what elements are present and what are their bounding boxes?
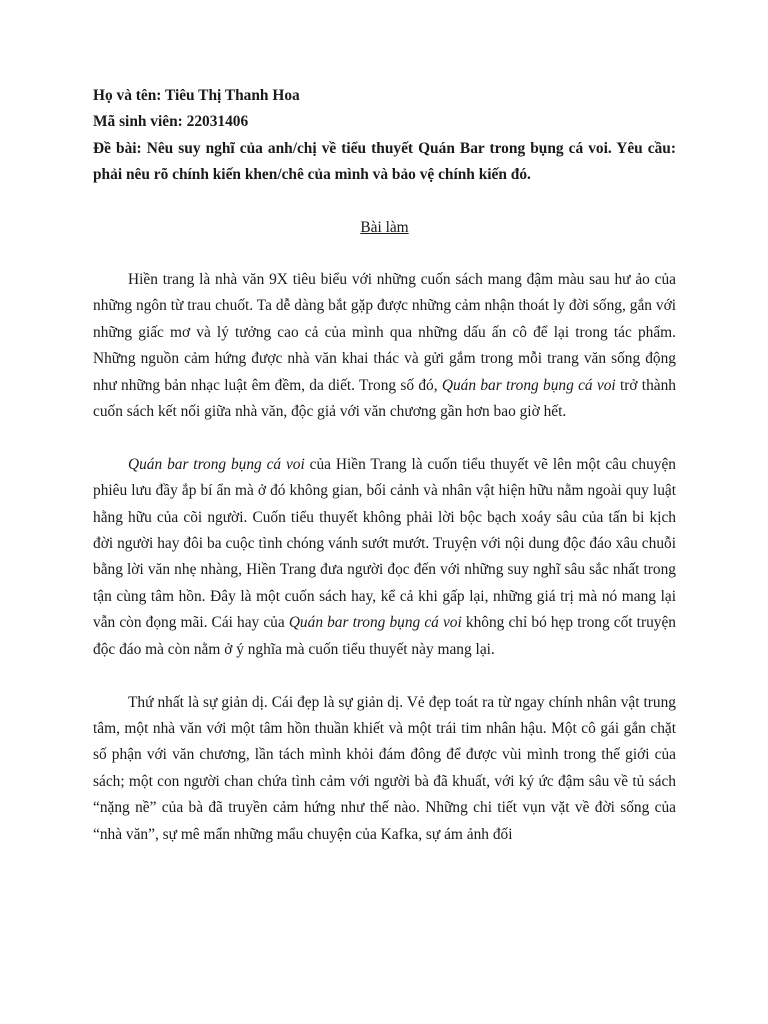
essay-heading: Bài làm	[360, 218, 409, 236]
paragraph-2-text-b: không chỉ bó hẹp trong cốt truyện độc đáo mà còn nằm ở ý nghĩa mà cuốn tiểu thuyết này mang lại.	[93, 614, 676, 658]
student-id: Mã sinh viên: 22031406	[93, 113, 249, 131]
paragraph-1-text-a: Hiền trang là nhà văn 9X tiêu biểu với những cuốn sách mang đậm màu sau hư ảo của những ngôn từ trau chuốt. Ta dễ dàng bắt gặp được những cảm nhận thoát ly đời sống, gắn với những giấc mơ và lý tưởng cao cả của mình qua những dấu ấn cô để lại trong tác phẩm. Những nguồn cảm hứng được nhà văn khai thác và gửi gắm trong mỗi trang văn sống động như những bản nhạc luật êm đềm, da diết. Trong số đó,	[93, 271, 676, 394]
book-title: Quán bar trong bụng cá voi	[128, 455, 305, 473]
paragraph-2	[93, 452, 676, 663]
document-body	[93, 83, 676, 874]
essay-topic: Đề bài: Nêu suy nghĩ của anh/chị về tiểu thuyết Quán Bar trong bụng cá voi. Yêu cầu: phải nêu rõ chính kiến khen/chê của mình và bảo vệ chính kiến đó.	[93, 139, 676, 184]
book-title: Quán bar trong bụng cá voi	[441, 376, 616, 394]
paragraph-2-text-a: của Hiền Trang là cuốn tiểu thuyết vẽ lên một câu chuyện phiêu lưu đầy ắp bí ẩn mà ở đó không gian, bối cảnh và nhân vật hiện hữu nằm ngoài quy luật hằng hữu của cõi người. Cuốn tiểu thuyết không phải lời bộc bạch xoáy sâu của tấn bi kịch đời người hay đôi ba cuộc tình chóng vánh sướt mướt. Truyện với nội dung độc đáo xâu chuỗi bằng lời văn nhẹ nhàng, Hiền Trang đưa người đọc đến với những suy nghĩ sâu sắc nhất trong tận cùng tâm hồn. Đây là một cuốn sách hay, kể cả khi gấp lại, những giá trị mà nó mang lại vẫn còn đọng mãi. Cái hay của	[93, 455, 676, 632]
paragraph-1	[93, 267, 676, 425]
student-name: Họ và tên: Tiêu Thị Thanh Hoa	[93, 87, 300, 104]
paragraph-1-text-b: trở thành cuốn sách kết nối giữa nhà văn, độc giả với văn chương gần hơn bao giờ hết.	[93, 376, 676, 421]
book-title: Quán bar trong bụng cá voi	[288, 614, 462, 632]
paragraph-3: Thứ nhất là sự giản dị. Cái đẹp là sự giản dị. Vẻ đẹp toát ra từ ngay chính nhân vật trung tâm, một nhà văn với một tâm hồn thuần khiết và một trái tim nhân hậu. Một cô gái gắn chặt số phận với văn chương, lần tách mình khỏi đám đông để được vùi mình trong thế giới của sách; một con người chan chứa tình cảm với người bà đã khuất, với ký ức đậm sâu về tủ sách “nặng nề” của bà đã truyền cảm hứng như thế nào. Những chi tiết vụn vặt về đời sống của “nhà văn”, sự mê mẩn những mẩu chuyện của Kafka, sự ám ảnh đối	[93, 693, 676, 843]
